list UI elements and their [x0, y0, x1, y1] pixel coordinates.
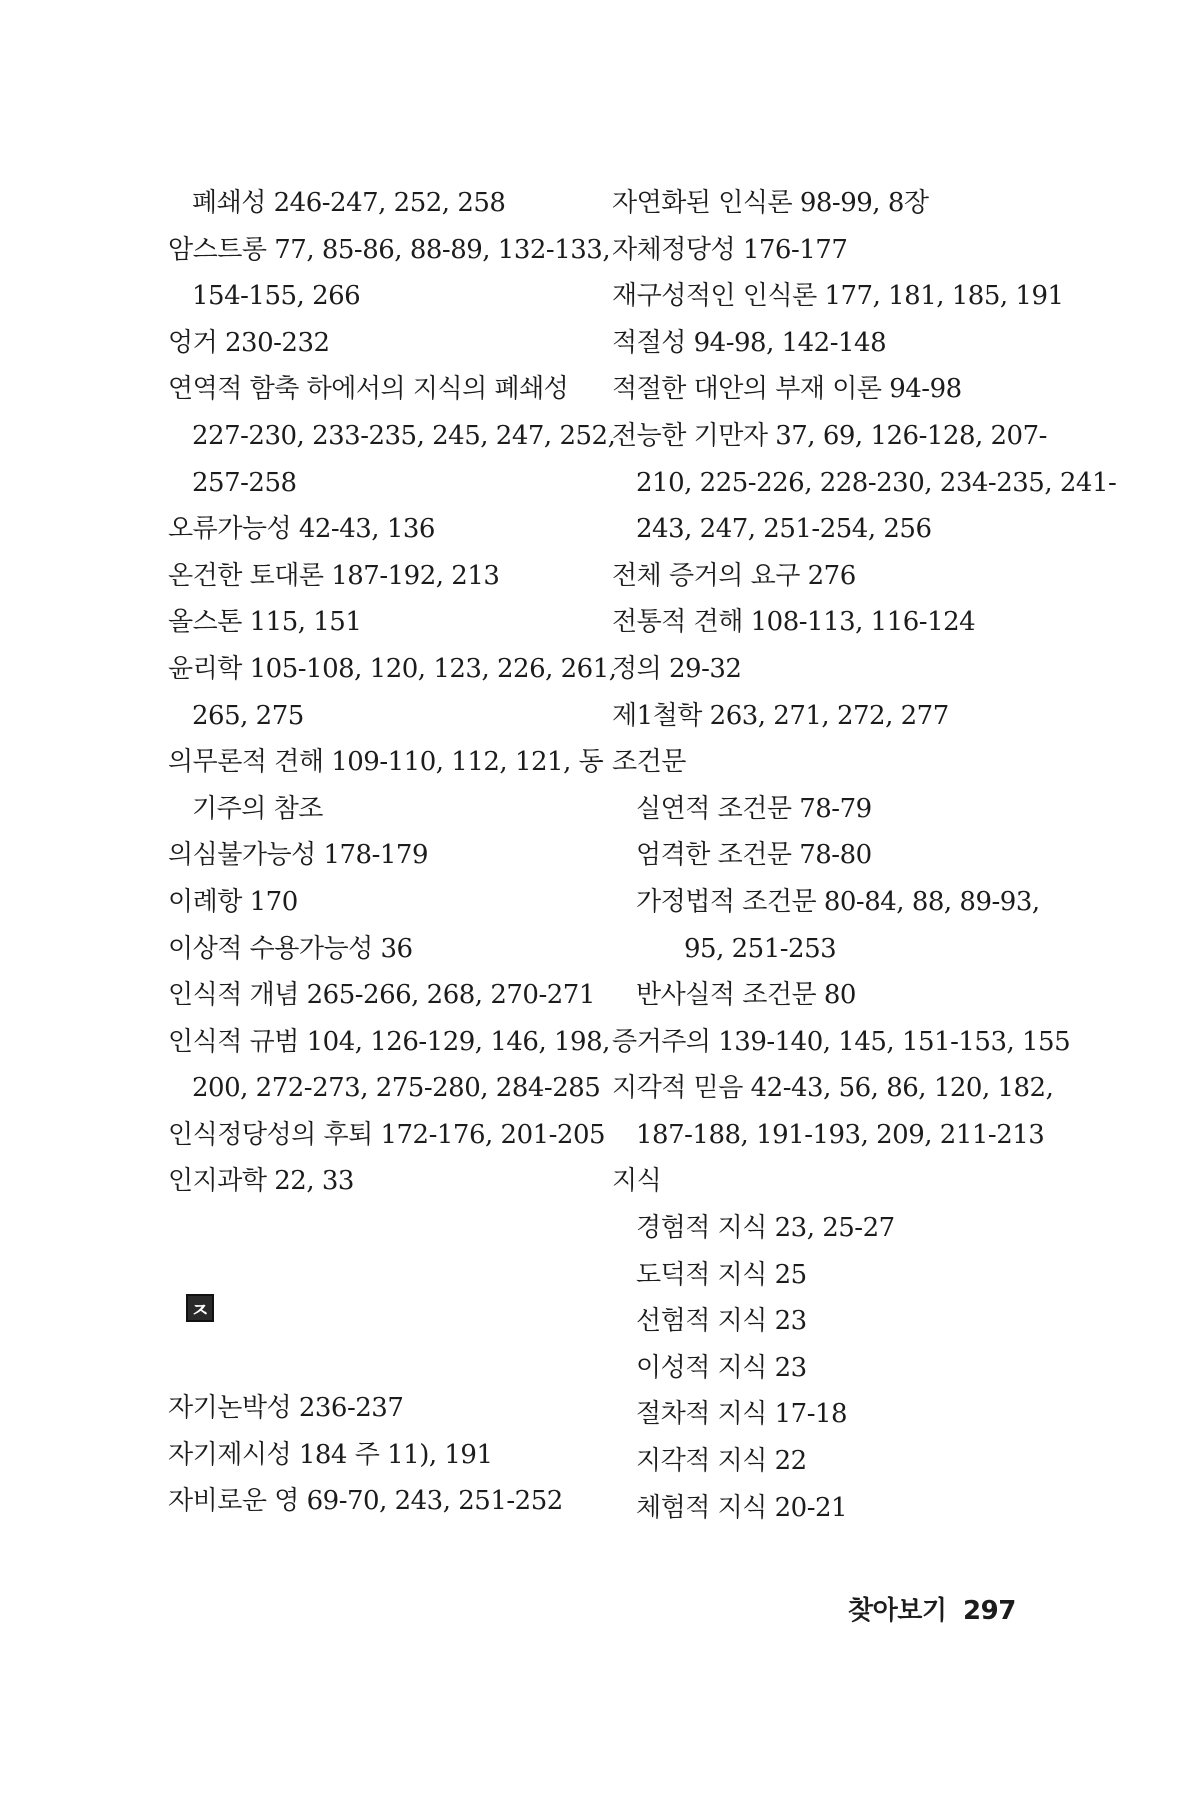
index-subentry [612, 1205, 1062, 1252]
index-subentry [612, 879, 1062, 972]
index-entry [168, 1385, 598, 1432]
entry-line: 지각적 믿음 42-43, 56, 86, 120, 182, [612, 1073, 1054, 1104]
index-subentry [612, 1485, 1062, 1532]
index-subentry [612, 832, 1062, 879]
entry-line: 온건한 토대론 187-192, 213 [168, 560, 500, 591]
index-entry [612, 739, 1062, 786]
entry-line: 전능한 기만자 37, 69, 126-128, 207- [612, 420, 1047, 451]
entry-line: 실연적 조건문 78-79 [636, 793, 872, 824]
index-entry [168, 972, 598, 1019]
entry-continuation-line: 187-188, 191-193, 209, 211-213 [636, 1119, 1045, 1150]
entry-line: 지각적 지식 22 [636, 1446, 807, 1477]
entry-line: 인지과학 22, 33 [168, 1166, 354, 1197]
index-subentry [612, 1391, 1062, 1438]
page-number: 297 [963, 1596, 1016, 1626]
entry-line: 재구성적인 인식론 177, 181, 185, 191 [612, 281, 1064, 312]
entry-line: 자비로운 영 69-70, 243, 251-252 [168, 1486, 563, 1517]
index-entry [612, 413, 1117, 553]
entry-continuation-line: 265, 275 [192, 700, 304, 731]
index-entry [612, 553, 1062, 600]
index-entry [168, 739, 604, 832]
entry-line: 폐쇄성 246-247, 252, 258 [192, 188, 506, 218]
index-entry [612, 599, 1062, 646]
index-entry [612, 1065, 1062, 1158]
index-entry [612, 646, 1062, 693]
entry-line: 인식적 규범 104, 126-129, 146, 198, [168, 1026, 610, 1057]
entry-line: 의무론적 견해 109-110, 112, 121, 동 [168, 747, 604, 778]
entry-line: 선험적 지식 23 [636, 1306, 807, 1337]
entry-continuation-line: 기주의 참조 [192, 793, 323, 824]
index-entry [168, 320, 598, 367]
index-entry [168, 1019, 610, 1112]
index-subentry [612, 786, 1062, 833]
index-subentry [612, 972, 1062, 1019]
entry-line: 자체정당성 176-177 [612, 234, 848, 265]
entry-line: 의심불가능성 178-179 [168, 840, 428, 871]
entry-line: 엄격한 조건문 78-80 [636, 840, 872, 871]
index-entry [168, 1478, 598, 1525]
entry-line: 인식정당성의 후퇴 172-176, 201-205 [168, 1119, 606, 1150]
entry-line: 엉거 230-232 [168, 327, 330, 358]
index-entry [168, 506, 598, 553]
index-entry [168, 1158, 598, 1205]
index-entry [612, 273, 1062, 320]
index-entry [168, 1112, 606, 1159]
entry-line: 절차적 지식 17-18 [636, 1399, 848, 1430]
entry-line: 자기제시성 184 주 11), 191 [168, 1439, 493, 1470]
entry-line: 반사실적 조건문 80 [636, 980, 856, 1011]
entry-line: 체험적 지식 20-21 [636, 1492, 848, 1523]
entry-continuation-line: 200, 272-273, 275-280, 284-285 [192, 1073, 601, 1104]
index-entry [612, 693, 1062, 740]
entry-line: 이상적 수용가능성 36 [168, 933, 413, 964]
entry-line: 도덕적 지식 25 [636, 1259, 807, 1290]
index-entry [612, 366, 1062, 413]
index-entry [168, 366, 616, 506]
entry-line: 자연화된 인식론 98-99, 8장 [612, 188, 929, 218]
entry-line: 지식 [612, 1166, 662, 1197]
index-entry [612, 1158, 1062, 1205]
left-column [168, 180, 617, 1205]
entry-continuation-line: 95, 251-253 [684, 933, 837, 964]
entry-line: 증거주의 139-140, 145, 151-153, 155 [612, 1026, 1071, 1057]
entry-line: 인식적 개념 265-266, 268, 270-271 [168, 980, 595, 1011]
entry-line: 조건문 [612, 747, 686, 778]
entry-line: 암스트롱 77, 85-86, 88-89, 132-133, [168, 234, 611, 265]
entry-line: 연역적 함축 하에서의 지식의 폐쇄성 [168, 374, 569, 405]
entry-line: 이례항 170 [168, 886, 298, 917]
entry-continuation-line: 257-258 [192, 467, 297, 498]
entry-line: 제1철학 263, 271, 272, 277 [612, 700, 949, 731]
section-letter-badge: ㅈ [186, 1294, 214, 1322]
index-entry [168, 553, 598, 600]
entry-line: 가정법적 조건문 80-84, 88, 89-93, [636, 886, 1040, 917]
index-subentry [612, 1252, 1062, 1299]
index-entry [168, 646, 617, 739]
index-entry [612, 227, 1062, 274]
entry-line: 올스톤 115, 151 [168, 607, 362, 638]
index-entry [168, 832, 598, 879]
left-column-section-j [168, 1385, 598, 1525]
entry-line: 정의 29-32 [612, 653, 742, 684]
index-entry [168, 227, 611, 320]
entry-continuation-line: 210, 225-226, 228-230, 234-235, 241- [636, 467, 1117, 498]
entry-line: 오류가능성 42-43, 136 [168, 514, 435, 545]
footer-label: 찾아보기 [848, 1596, 947, 1626]
index-entry [168, 180, 598, 227]
entry-continuation-line: 227-230, 233-235, 245, 247, 252, [192, 420, 616, 451]
page-footer [848, 1590, 1016, 1627]
index-subentry [612, 1438, 1062, 1485]
index-entry [168, 1432, 598, 1479]
index-entry [612, 320, 1062, 367]
entry-line: 이성적 지식 23 [636, 1352, 807, 1383]
entry-line: 윤리학 105-108, 120, 123, 226, 261, [168, 653, 617, 684]
entry-line: 전통적 견해 108-113, 116-124 [612, 607, 976, 638]
entry-line: 경험적 지식 23, 25-27 [636, 1213, 895, 1244]
index-entry [168, 926, 598, 973]
right-column [612, 180, 1117, 1531]
index-subentry [612, 1298, 1062, 1345]
entry-continuation-line: 154-155, 266 [192, 281, 361, 312]
entry-line: 자기논박성 236-237 [168, 1393, 404, 1423]
index-entry [168, 879, 598, 926]
entry-line: 적절한 대안의 부재 이론 94-98 [612, 374, 962, 405]
entry-line: 적절성 94-98, 142-148 [612, 327, 887, 358]
entry-continuation-line: 243, 247, 251-254, 256 [636, 514, 932, 545]
index-entry [612, 1019, 1071, 1066]
index-entry [612, 180, 1062, 227]
entry-line: 전체 증거의 요구 276 [612, 560, 856, 591]
index-entry [168, 599, 598, 646]
index-subentry [612, 1345, 1062, 1392]
